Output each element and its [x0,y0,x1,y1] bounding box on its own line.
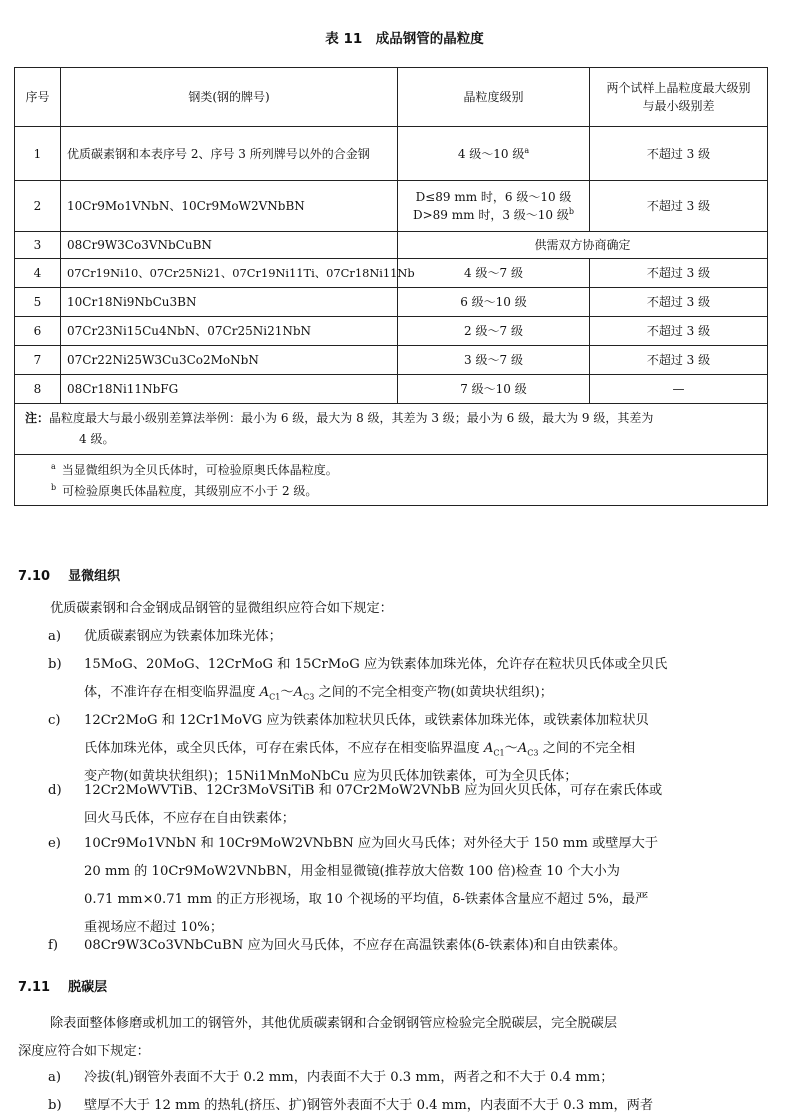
list-marker: b) [48,1098,62,1113]
row-steel: 07Cr23Ni15Cu4NbN、07Cr25Ni21NbN [61,317,398,346]
row-index: 2 [15,181,61,232]
list-line: 15MoG、20MoG、12CrMoG 和 15CrMoG 应为铁素体加珠光体，允许存在粒状贝氏体或全贝氏 [84,657,668,672]
list-item-a [18,623,770,651]
row-steel: 优质碳素钢和本表序号 2、序号 3 所列牌号以外的合金钢 [61,127,398,181]
paragraph-intro: 优质碳素钢和合金钢成品钢管的显微组织应符合如下规定： [50,601,393,616]
row-grain: 3 级～7 级 [398,346,590,375]
header-steel: 钢类(钢的牌号) [61,68,398,127]
row-steel: 07Cr19Ni10、07Cr25Ni21、07Cr19Ni11Ti、07Cr18Ni11Nb [61,259,398,288]
list-line: 12Cr2MoWVTiB、12Cr3MoVSiTiB 和 07Cr2MoW2VNbB 应为回火贝氏体，可存在索氏体或 [84,783,663,798]
footnote-mark: a [51,462,56,471]
header-grain: 晶粒度级别 [398,68,590,127]
row-grain [398,127,590,181]
row-grain: 7 级～10 级 [398,375,590,404]
list-marker: e) [48,836,61,851]
row-diff: 不超过 3 级 [590,317,768,346]
row-steel: 07Cr22Ni25W3Cu3Co2MoNbN [61,346,398,375]
note-label: 注： [25,411,50,425]
section-number: 7.11 [18,980,51,995]
list-item-e [18,830,770,942]
row-index: 7 [15,346,61,375]
para-line: 深度应符合如下规定： [18,1044,150,1059]
table-row [15,232,768,259]
list-marker: c) [48,713,61,728]
table-row [15,317,768,346]
row-diff: 不超过 3 级 [590,181,768,232]
list-marker: b) [48,657,62,672]
row-index: 5 [15,288,61,317]
temp-subscript: C3 [303,692,315,702]
text-run: 之间的不完全相 [538,741,636,756]
footnote-ref-a: a [524,145,530,155]
table-footnotes-row [15,455,768,506]
list-body [84,651,770,707]
note-line-2: 4 级。 [79,432,115,446]
text-run: 氏体加珠光体，或全贝氏体，可存在索氏体，不应存在相变临界温度 [84,741,484,756]
list-item-b [18,651,770,707]
footnote-a [25,460,757,481]
row-steel: 08Cr9W3Co3VNbCuBN [61,232,398,259]
footnote-b [25,481,757,502]
temp-symbol: A [293,685,304,700]
row-diff: — [590,375,768,404]
grain-line-2-wrap [404,206,583,224]
list-item-a [18,1064,770,1092]
list-text: 优质碳素钢应为铁素体加珠光体； [84,629,282,644]
list-line-with-temp [84,679,770,707]
grain-value: 4 级～10 级 [457,146,525,161]
grain-line-1: D≤89 mm 时，6 级～10 级 [415,190,572,204]
row-diff: 不超过 3 级 [590,127,768,181]
list-marker: a) [48,629,62,644]
table-note [15,404,768,455]
row-index: 4 [15,259,61,288]
list-line: 12Cr2MoG 和 12Cr1MoVG 应为铁素体加粒状贝氏体，或铁素体加珠光体，或铁素体加粒状贝 [84,713,649,728]
list-marker: f) [48,938,59,953]
temp-symbol: A [517,741,528,756]
list-body [84,830,770,942]
list-body [84,777,770,833]
list-line: 20 mm 的 10Cr9MoW2VNbBN，用金相显微镜(推荐放大倍数 100 倍)检查 10 个大小为 [84,864,620,879]
list-marker: d) [48,783,62,798]
section-heading-7-11 [18,976,107,995]
note-line-1-wrap [25,408,757,429]
row-steel: 10Cr18Ni9NbCu3BN [61,288,398,317]
footnote-mark: b [51,483,57,492]
row-grain [398,181,590,232]
section-title: 脱碳层 [68,980,108,995]
para-line: 除表面整体修磨或机加工的钢管外，其他优质碳素钢和合金钢钢管应检验完全脱碳层，完全脱碳层 [50,1016,618,1031]
table-row [15,346,768,375]
list-line-with-temp [84,735,770,763]
table-row [15,375,768,404]
section-heading-7-10 [18,565,120,584]
row-diff: 不超过 3 级 [590,259,768,288]
table-footnotes [15,455,768,506]
list-text: 冷拔(轧)钢管外表面不大于 0.2 mm，内表面不大于 0.3 mm，两者之和不大于 0.4 mm； [84,1070,614,1085]
temp-separator: ～ [280,685,294,700]
row-grain: 2 级～7 级 [398,317,590,346]
text-run: 之间的不完全相变产物(如黄块状组织)； [314,685,553,700]
temp-subscript: C1 [269,692,281,702]
list-item-b [18,1092,770,1120]
row-index: 8 [15,375,61,404]
grain-line-2: D>89 mm 时，3 级～10 级 [413,208,569,222]
section-number: 7.10 [18,569,51,584]
header-diff: 两个试样上晶粒度最大级别与最小级别差 [590,68,768,127]
note-line-1: 晶粒度最大与最小级别差算法举例：最小为 6 级，最大为 8 级，其差为 3 级；最小为 6 级，最大为 9 级，其差为 [49,411,654,425]
grain-size-table [14,67,768,506]
footnote-ref-b: b [568,207,574,216]
table-row [15,259,768,288]
section-title: 显微组织 [68,569,121,584]
list-line: 0.71 mm×0.71 mm 的正方形视场，取 10 个视场的平均值，δ-铁素体含量应不超过 5%，最严 [84,892,649,907]
table-header-row [15,68,768,127]
header-index: 序号 [15,68,61,127]
row-grain: 4 级～7 级 [398,259,590,288]
row-diff: 不超过 3 级 [590,288,768,317]
row-diff: 不超过 3 级 [590,346,768,375]
table-row [15,181,768,232]
row-grain: 6 级～10 级 [398,288,590,317]
list-line: 重视场应不超过 10%； [84,920,224,935]
list-item-f [18,932,770,960]
table-row [15,288,768,317]
table-note-row [15,404,768,455]
list-text: 08Cr9W3Co3VNbCuBN 应为回火马氏体，不应存在高温铁素体(δ-铁素体)和自由铁素体。 [84,938,627,953]
footnote-text: 可检验原奥氏体晶粒度，其级别应不小于 2 级。 [62,484,318,498]
temp-subscript: C1 [493,748,505,758]
list-item-d [18,777,770,833]
paragraph-decarb [18,1010,770,1066]
temp-subscript: C3 [527,748,539,758]
list-text: 壁厚不大于 12 mm 的热轧(挤压、扩)钢管外表面不大于 0.4 mm，内表面不大于 0.3 mm，两者 [84,1098,654,1113]
temp-symbol: A [259,685,270,700]
row-index: 1 [15,127,61,181]
table-row [15,127,768,181]
row-merged: 供需双方协商确定 [398,232,768,259]
list-line: 回火马氏体，不应存在自由铁素体； [84,811,295,826]
row-steel: 10Cr9Mo1VNbN、10Cr9MoW2VNbBN [61,181,398,232]
row-index: 6 [15,317,61,346]
table-title: 表 11 成品钢管的晶粒度 [325,31,484,47]
list-line: 10Cr9Mo1VNbN 和 10Cr9MoW2VNbBN 应为回火马氏体；对外径大于 150 mm 或壁厚大于 [84,836,659,851]
temp-separator: ～ [504,741,518,756]
list-line: 变产物(如黄块状组织)；15Ni1MnMoNbCu 应为贝氏体加铁素体，可为全贝氏体； [84,769,578,784]
text-run: 体，不准许存在相变临界温度 [84,685,260,700]
footnote-text: 当显微组织为全贝氏体时，可检验原奥氏体晶粒度。 [61,463,338,477]
row-steel: 08Cr18Ni11NbFG [61,375,398,404]
row-index: 3 [15,232,61,259]
list-marker: a) [48,1070,62,1085]
temp-symbol: A [483,741,494,756]
